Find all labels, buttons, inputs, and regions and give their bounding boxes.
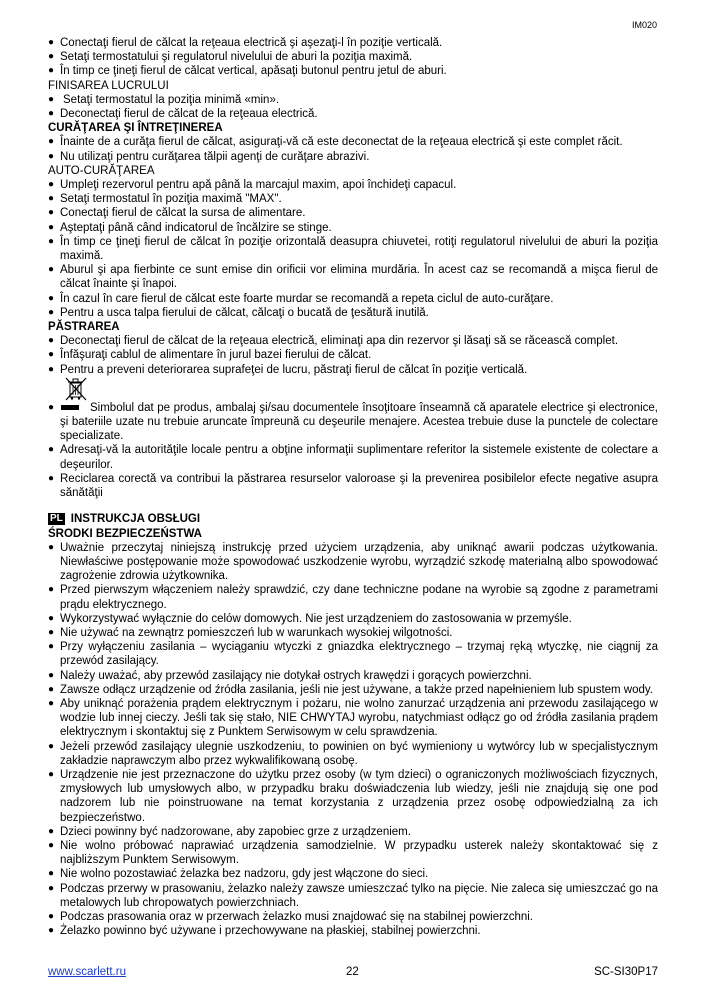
pl-section-header — [48, 512, 658, 526]
bullet: ● — [48, 221, 55, 233]
bullet: ● — [48, 401, 55, 413]
bullet: ● — [48, 925, 55, 937]
list-item: ● Conectaţi fierul de călcat la reţeaua electrică şi aşezaţi-l în poziţie verticală. — [48, 37, 443, 49]
bullet: ● — [48, 193, 55, 205]
section-heading: AUTO-CURĂŢAREA — [48, 164, 155, 177]
ro-top-list — [48, 36, 658, 79]
bin-underline-bar-icon — [61, 405, 79, 410]
bullet: ● — [48, 683, 55, 695]
list-item: ● Înfăşuraţi cablul de alimentare în jurul bazei fierului de călcat. — [48, 349, 372, 362]
bullet: ● — [48, 740, 55, 752]
list-item: ● Umpleţi rezervorul pentru apă până la marcajul maxim, apoi închideţi capacul. — [48, 179, 457, 192]
bullet: ● — [48, 444, 55, 456]
bullet: ● — [48, 839, 55, 851]
model-number: SC-SI30P17 — [594, 966, 658, 978]
bullet: ● — [48, 641, 55, 653]
list-item: ● Setaţi termostatul în poziţia maximă "MAX". — [48, 193, 282, 206]
list-item: ● Conectaţi fierul de călcat la sursa de alimentare. — [48, 207, 306, 220]
list-item: ● Reciclarea corectă va contribui la păstrarea resurselor valoroase şi la prevenirea posibilelor efecte negative asupra sănătăţii — [48, 472, 658, 500]
list-item: ● Aburul şi apa fierbinte ce sunt emise din orificii vor elimina murdăria. În acest caz se recomandă a mişca fierul de călcat înainte şi înapoi. — [48, 264, 658, 291]
bullet: ● — [48, 51, 55, 63]
bullet: ● — [48, 584, 55, 596]
bullet: ● — [48, 626, 55, 638]
section-heading: ŚRODKI BEZPIECZEŃSTWA — [48, 527, 202, 540]
weee-symbol — [48, 377, 658, 401]
bullet: ● — [48, 150, 55, 162]
list-item: ● Uważnie przeczytaj niniejszą instrukcję przed użyciem urządzenia, aby uniknąć awarii podczas użytkowania. Niewłaściwe postępowanie może spowodować uszkodzenie wyrobu, wyrządzić szkodę materialną albo spowodować zagrożenie zdrowia użytkownika. — [48, 541, 658, 583]
bullet: ● — [48, 768, 55, 780]
bullet: ● — [48, 179, 55, 191]
bullet: ● — [48, 136, 55, 148]
list-item: ● Deconectaţi fierul de călcat de la reţeaua electrică. — [48, 108, 318, 121]
list-item: ● Jeżeli przewód zasilający ulegnie uszkodzeniu, to powinien on być wymieniony u wytwórcy lub w specjalistycznym zakładzie naprawczym albo przez wykwalifikowaną osobę. — [48, 740, 658, 767]
bullet: ● — [48, 292, 55, 304]
document-code: IM020 — [631, 20, 657, 30]
bullet: ● — [48, 335, 55, 347]
list-item: ● Dzieci powinny być nadzorowane, aby zapobiec grze z urządzeniem. — [48, 825, 411, 838]
section-heading: PĂSTRAREA — [48, 321, 120, 334]
bullet: ● — [48, 65, 55, 77]
bullet: ● — [48, 37, 55, 48]
bullet: ● — [48, 669, 55, 681]
bullet: ● — [48, 541, 55, 553]
list-item: ● În cazul în care fierul de călcat este foarte murdar se recomandă a repeta ciclul de auto-curăţare. — [48, 292, 554, 305]
bullet: ● — [48, 235, 55, 247]
list-item: ● Aby uniknąć porażenia prądem elektrycznym i pożaru, nie wolno zanurzać urządzenia ani przewodu zasilającego w wodzie lub innej cieczy. Jeśli tak się stało, NIE CHWYTAJ wyrobu, natychmiast odłącz go od źródła zasilania prądem elektrycznym i skontaktuj się z Punktem Serwisowym w celu sprawdzenia. — [48, 697, 658, 739]
bullet: ● — [48, 825, 55, 837]
bullet: ● — [48, 910, 55, 922]
bullet: ● — [48, 612, 55, 624]
page-number: 22 — [346, 966, 359, 978]
list-item: ● Simbolul dat pe produs, ambalaj şi/sau documentele însoţitoare înseamnă că aparatele electrice şi electronice, şi bateriile uzate nu trebuie aruncate împreună cu deşeurile menajere. Acestea trebuie duse la punctele de colectare specializate. — [48, 401, 658, 443]
section-heading: FINISAREA LUCRULUI — [48, 79, 169, 92]
list-item: ● Przed pierwszym włączeniem należy sprawdzić, czy dane techniczne podane na wyrobie są zgodne z parametrami prądu elektrycznego. — [48, 584, 658, 611]
list-item: ● Przy wyłączeniu zasilania – wyciąganiu wtyczki z gniazdka elektrycznego – trzymaj ręką wtyczkę, nie ciągnij za przewód zasilający. — [48, 641, 658, 668]
bullet: ● — [48, 472, 55, 484]
bullet: ● — [48, 349, 55, 361]
bullet: ● — [48, 697, 55, 709]
list-item: ● Należy uważać, aby przewód zasilający nie dotykał ostrych krawędzi i gorących powierzchni. — [48, 669, 532, 682]
list-item: ● Zawsze odłącz urządzenie od źródła zasilania, jeśli nie jest używane, a także przed napełnieniem lub spustem wody. — [48, 683, 653, 696]
bullet: ● — [48, 108, 55, 120]
list-item: ● Pentru a usca talpa fierului de călcat, călcaţi o bucată de ţesătură inutilă. — [48, 306, 429, 319]
bullet: ● — [48, 207, 55, 219]
bullet: ● — [48, 306, 55, 318]
section-heading: CURĂŢAREA ŞI ÎNTREŢINEREA — [48, 122, 223, 135]
list-item: ● Setaţi termostatului şi regulatorul nivelului de aburi la poziţia maximă. — [48, 51, 413, 64]
bullet: ● — [48, 264, 55, 276]
list-item: ● Pentru a preveni deteriorarea suprafeţei de lucru, păstraţi fierul de călcat în poziţie verticală. — [48, 363, 528, 376]
list-item: ● Podczas prasowania oraz w przerwach żelazko musi znajdować się na stabilnej powierzchni. — [48, 910, 534, 923]
list-item: ● Podczas przerwy w prasowaniu, żelazko należy zawsze umieszczać tylko na pięcie. Nie zaleca się umieszczać go na metalowych lub chropowatych powierzchniach. — [48, 882, 658, 909]
website-link[interactable]: www.scarlett.ru — [48, 966, 126, 978]
list-item: ● Urządzenie nie jest przeznaczone do użytku przez osoby (w tym dzieci) o ograniczonych możliwościach fizycznych, zmysłowych lub umysłowych albo, w przypadku braku doświadczenia lub wiedzy, jeśli nie znajdują się one pod nadzorem lub nie poinstruowane na temat korzystania z urządzenia przez osobę odpowiedzialną za ich bezpieczeństwo. — [48, 768, 658, 824]
list-item: ● Setaţi termostatul la poziţia minimă «min». — [48, 93, 280, 106]
bullet: ● — [48, 93, 55, 105]
list-item: ● Nie wolno próbować naprawiać urządzenia samodzielnie. W przypadku usterek należy skontaktować się z najbliższym Punktem Serwisowym. — [48, 839, 658, 867]
list-item: ● Nie używać na zewnątrz pomieszczeń lub w warunkach wysokiej wilgotności. — [48, 626, 453, 639]
list-item: ● Żelazko powinno być używane i przechowywane na płaskiej, stabilnej powierzchni. — [48, 925, 481, 938]
list-item: ● Aşteptaţi până când indicatorul de încălzire se stinge. — [48, 221, 332, 234]
manual-body — [48, 36, 658, 938]
list-item: ● Deconectaţi fierul de călcat de la reţeaua electrică, eliminaţi apa din rezervor şi lăsaţi să se răcească complet. — [48, 335, 619, 348]
list-item: ● Wykorzystywać wyłącznie do celów domowych. Nie jest urządzeniem do zastosowania w przemyśle. — [48, 612, 572, 625]
language-badge: PL — [50, 513, 63, 525]
bullet: ● — [48, 363, 55, 375]
section-heading: INSTRUKCJA OBSŁUGI — [70, 513, 201, 526]
list-item: ● Adresaţi-vă la autorităţile locale pentru a obţine informaţii suplimentare referitor la sistemele existente de colectare a deşeurilor. — [48, 444, 658, 471]
bullet: ● — [48, 882, 55, 894]
list-item: ● Nu utilizaţi pentru curăţarea tălpii agenţi de curăţare abrazivi. — [48, 150, 370, 163]
list-item: ● Înainte de a curăţa fierul de călcat, asiguraţi-vă că este deconectat de la reţeaua electrică şi este complet răcit. — [48, 136, 623, 149]
list-item: ● În timp ce ţineţi fierul de călcat vertical, apăsaţi butonul pentru jetul de aburi. — [48, 65, 447, 78]
list-item: ● Nie wolno pozostawiać żelazka bez nadzoru, gdy jest włączone do sieci. — [48, 868, 429, 881]
list-item: ● În timp ce ţineţi fierul de călcat în poziţie orizontală deasupra chiuvetei, rotiţi regulatorul nivelului de aburi la poziţia maximă. — [48, 235, 658, 263]
bullet: ● — [48, 868, 55, 880]
crossed-bin-icon — [65, 377, 87, 401]
